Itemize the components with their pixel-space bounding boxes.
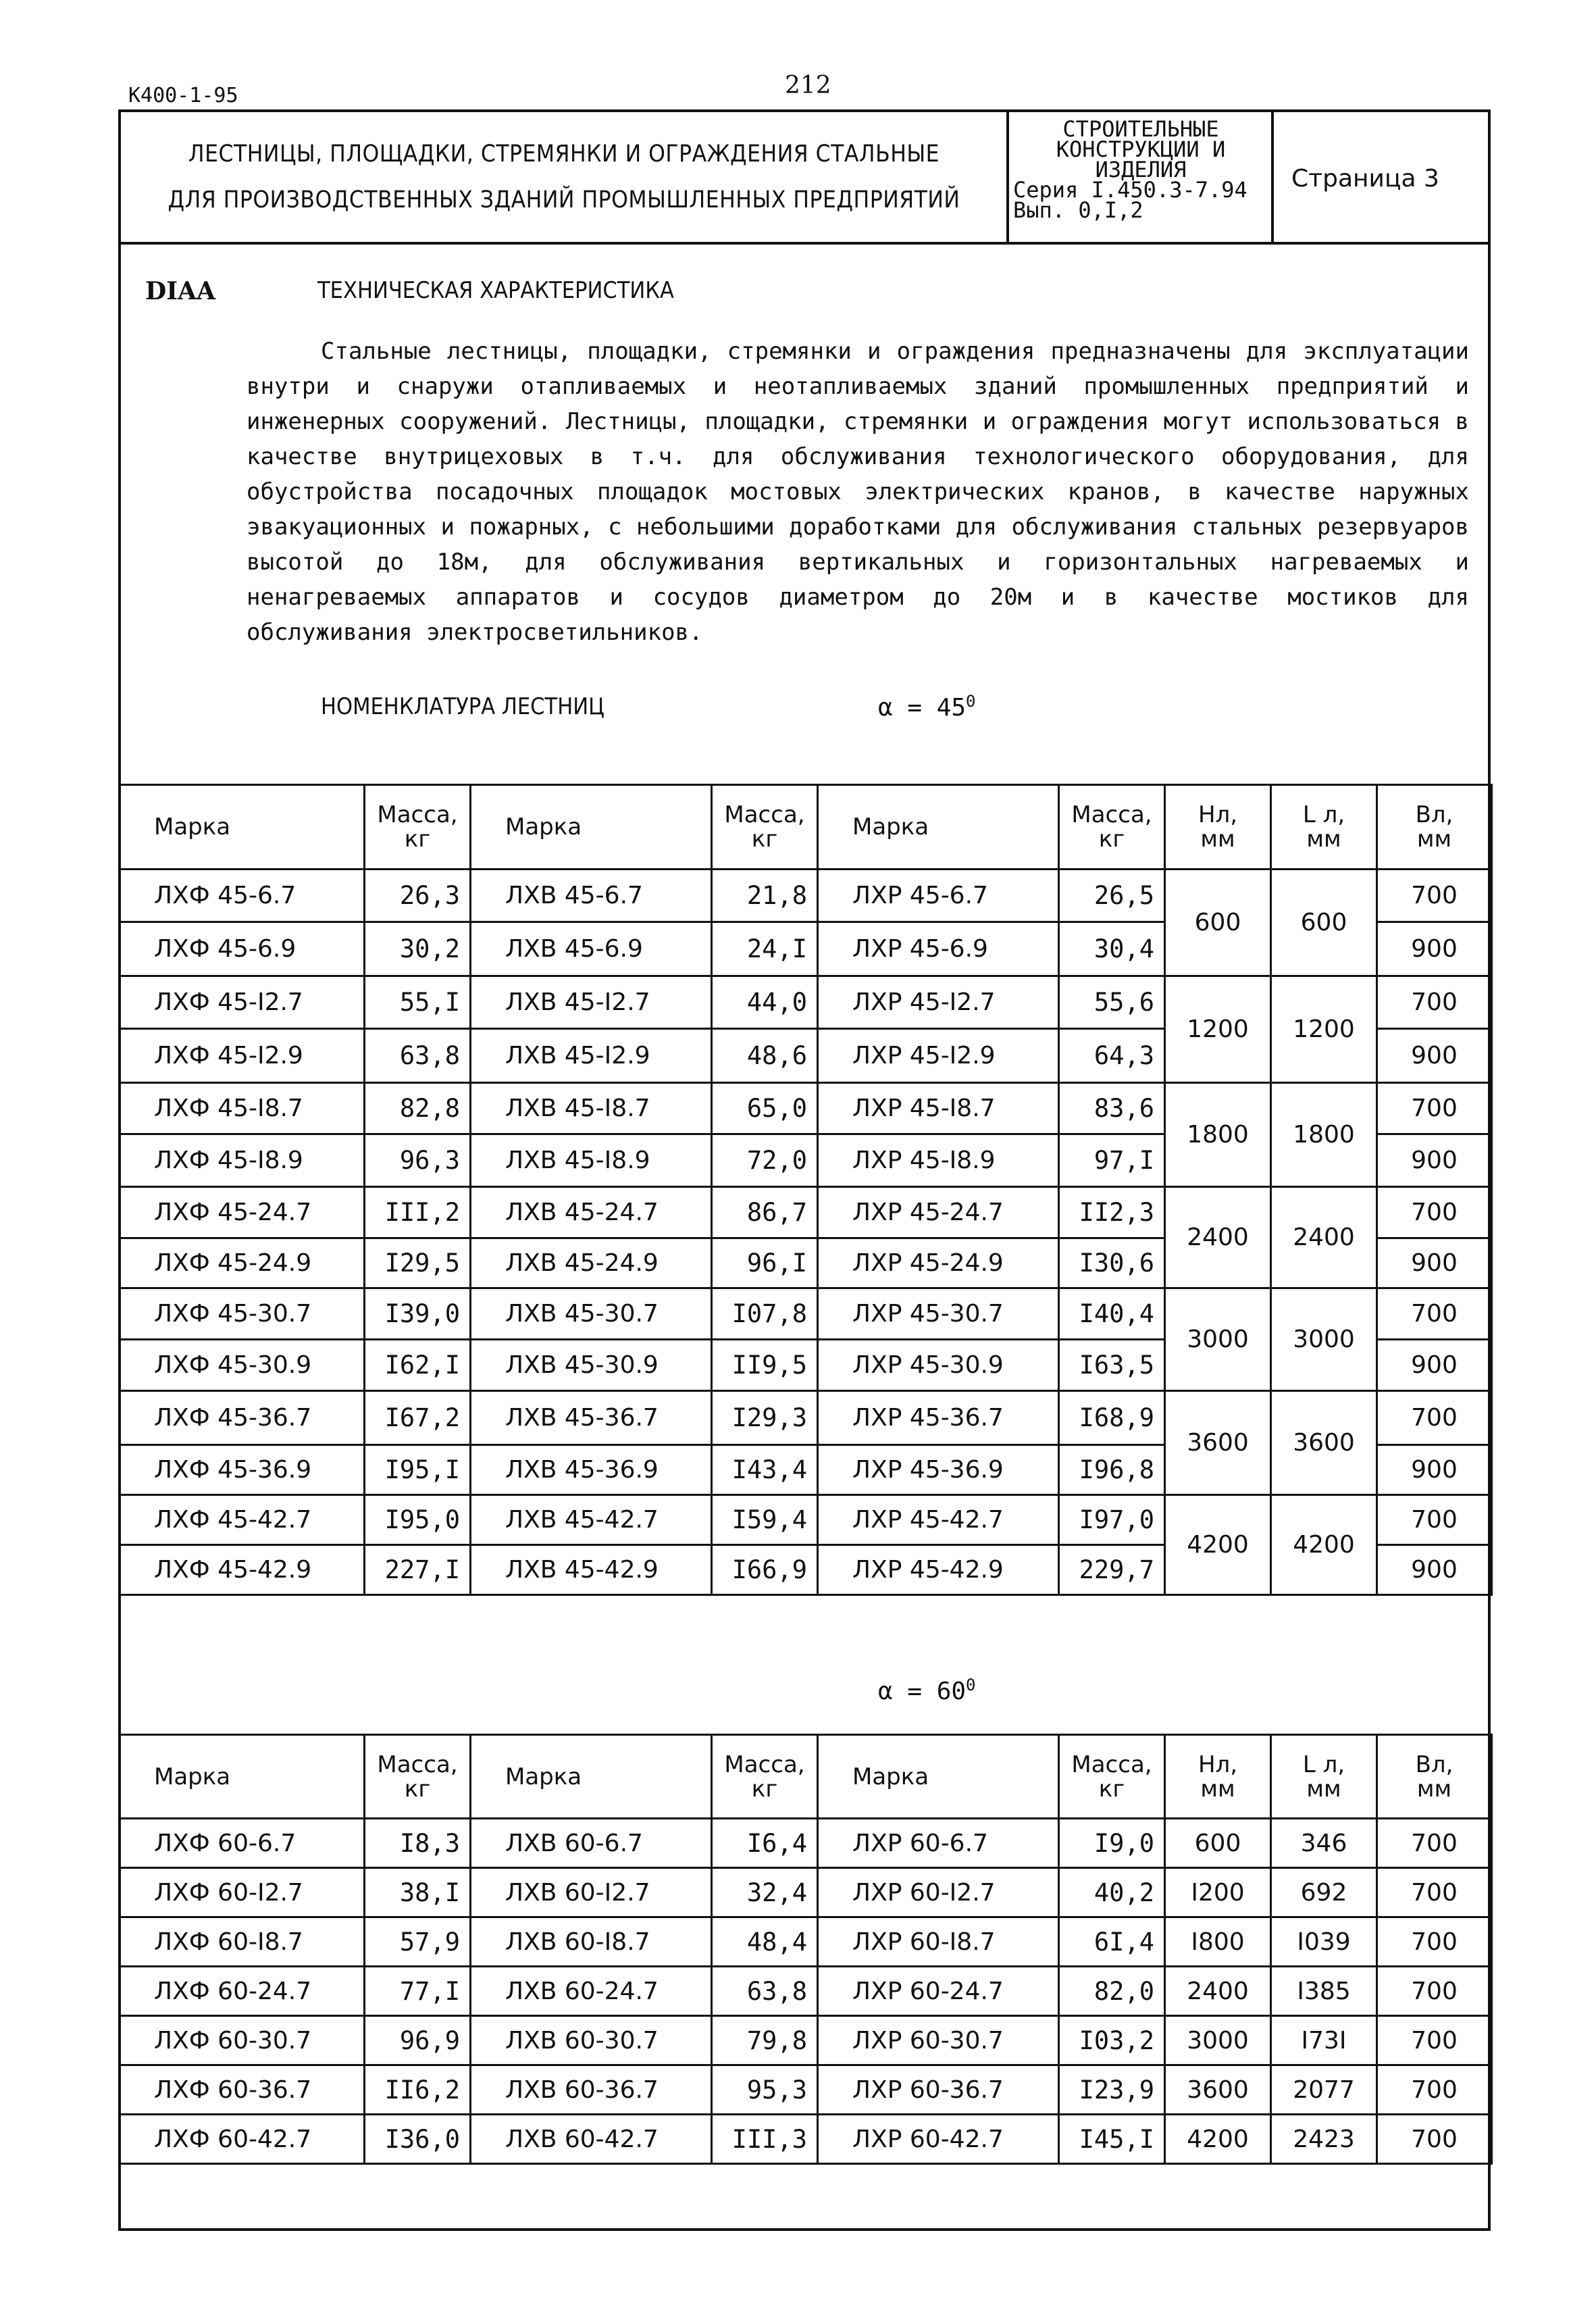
stamp-line-1: СТРОИТЕЛЬНЫЕ [1062, 116, 1219, 142]
marka-lhf: ЛХФ 45-30.9 [120, 1340, 365, 1391]
marka-lhf: ЛХФ 45-42.9 [120, 1545, 365, 1595]
length-ll: I039 [1271, 1917, 1377, 1967]
marka-lhr: ЛХР 60-30.7 [818, 2016, 1059, 2065]
width-bl: 700 [1377, 1391, 1492, 1445]
width-bl: 900 [1377, 922, 1492, 976]
table-row [120, 2016, 1492, 2065]
length-ll: 3000 [1271, 1288, 1377, 1391]
massa-lhr: I23,9 [1059, 2065, 1165, 2115]
col-marka-1: Марка [120, 785, 365, 870]
massa-lhv: I29,3 [712, 1391, 818, 1445]
height-hl: 4200 [1165, 2115, 1271, 2164]
massa-lhf: I67,2 [365, 1391, 471, 1445]
stamp-issue: Вып. 0,I,2 [1013, 197, 1143, 223]
height-hl: 600 [1165, 870, 1271, 976]
massa-lhv: 63,8 [712, 1967, 818, 2016]
marka-lhr: ЛХР 60-24.7 [818, 1967, 1059, 2016]
massa-lhf: I95,0 [365, 1495, 471, 1545]
col-bl: Вл, мм [1377, 1735, 1492, 1819]
marka-lhv: ЛХВ 45-I8.7 [471, 1083, 712, 1134]
massa-lhf: III,2 [365, 1187, 471, 1238]
marka-lhf: ЛХФ 45-I2.7 [120, 976, 365, 1029]
length-ll: 1200 [1271, 976, 1377, 1083]
table-alpha-45 [118, 784, 1493, 1596]
document-code: К400-1-95 [128, 84, 238, 107]
marka-lhv: ЛХВ 45-I8.9 [471, 1134, 712, 1187]
width-bl: 700 [1377, 1868, 1492, 1917]
stamp-line-3: ИЗДЕЛИЯ [1095, 157, 1187, 182]
width-bl: 900 [1377, 1545, 1492, 1595]
width-bl: 700 [1377, 976, 1492, 1029]
marka-lhf: ЛХФ 45-I2.9 [120, 1029, 365, 1083]
col-marka-2: Марка [471, 785, 712, 870]
marka-lhr: ЛХР 45-24.9 [818, 1238, 1059, 1288]
table-row [120, 2115, 1492, 2164]
massa-lhv: 79,8 [712, 2016, 818, 2065]
marka-lhv: ЛХВ 45-30.9 [471, 1340, 712, 1391]
series-stamp [1013, 116, 1268, 223]
table-row [120, 1967, 1492, 2016]
marka-lhv: ЛХВ 60-24.7 [471, 1967, 712, 2016]
length-ll: 692 [1271, 1868, 1377, 1917]
massa-lhr: I63,5 [1059, 1340, 1165, 1391]
massa-lhr: 83,6 [1059, 1083, 1165, 1134]
massa-lhv: 44,0 [712, 976, 818, 1029]
massa-lhv: I59,4 [712, 1495, 818, 1545]
marka-lhf: ЛХФ 60-36.7 [120, 2065, 365, 2115]
alpha-45-label [878, 692, 976, 722]
width-bl: 700 [1377, 2115, 1492, 2164]
massa-lhv: 32,4 [712, 1868, 818, 1917]
header-vline-2 [1271, 109, 1274, 243]
col-massa-3: Масса, кг [1059, 785, 1165, 870]
marka-lhv: ЛХВ 60-I8.7 [471, 1917, 712, 1967]
marka-lhv: ЛХВ 45-24.7 [471, 1187, 712, 1238]
massa-lhv: 48,6 [712, 1029, 818, 1083]
massa-lhv: I66,9 [712, 1545, 818, 1595]
massa-lhv: 86,7 [712, 1187, 818, 1238]
height-hl: I800 [1165, 1917, 1271, 1967]
height-hl: 1200 [1165, 976, 1271, 1083]
width-bl: 700 [1377, 1917, 1492, 1967]
width-bl: 900 [1377, 1340, 1492, 1391]
marka-lhr: ЛХР 60-I8.7 [818, 1917, 1059, 1967]
title-line-1: ЛЕСТНИЦЫ, ПЛОЩАДКИ, СТРЕМЯНКИ И ОГРАЖДЕНИЯ СТАЛЬНЫЕ [188, 141, 940, 168]
marka-lhr: ЛХР 45-I8.9 [818, 1134, 1059, 1187]
height-hl: 3600 [1165, 1391, 1271, 1495]
marka-lhf: ЛХФ 60-42.7 [120, 2115, 365, 2164]
massa-lhf: I95,I [365, 1445, 471, 1495]
height-hl: 3000 [1165, 1288, 1271, 1391]
massa-lhv: 21,8 [712, 870, 818, 922]
massa-lhv: 96,I [712, 1238, 818, 1288]
massa-lhr: I03,2 [1059, 2016, 1165, 2065]
table-45-header-row [120, 785, 1492, 870]
table-row [120, 1819, 1492, 1868]
marka-lhr: ЛХР 45-24.7 [818, 1187, 1059, 1238]
section-code: DIAA [145, 277, 215, 305]
marka-lhv: ЛХВ 45-42.7 [471, 1495, 712, 1545]
massa-lhv: I43,4 [712, 1445, 818, 1495]
massa-lhf: 38,I [365, 1868, 471, 1917]
title-line-2: ДЛЯ ПРОИЗВОДСТВЕННЫХ ЗДАНИЙ ПРОМЫШЛЕННЫХ ПРЕДПРИЯТИЙ [168, 186, 960, 213]
massa-lhf: 227,I [365, 1545, 471, 1595]
marka-lhf: ЛХФ 60-24.7 [120, 1967, 365, 2016]
col-massa-2: Масса, кг [712, 785, 818, 870]
marka-lhf: ЛХФ 45-6.7 [120, 870, 365, 922]
massa-lhr: I96,8 [1059, 1445, 1165, 1495]
massa-lhv: 48,4 [712, 1917, 818, 1967]
sheet-page-label: Страница 3 [1291, 165, 1439, 193]
table-row [120, 1288, 1492, 1340]
alpha-45-degree: 0 [966, 692, 976, 711]
marka-lhr: ЛХР 45-I8.7 [818, 1083, 1059, 1134]
header-divider [118, 242, 1491, 245]
massa-lhr: I40,4 [1059, 1288, 1165, 1340]
massa-lhr: II2,3 [1059, 1187, 1165, 1238]
height-hl: 3000 [1165, 2016, 1271, 2065]
massa-lhr: 6I,4 [1059, 1917, 1165, 1967]
alpha-45-text: α = 45 [878, 694, 967, 722]
marka-lhf: ЛХФ 45-I8.7 [120, 1083, 365, 1134]
massa-lhr: 64,3 [1059, 1029, 1165, 1083]
massa-lhr: I45,I [1059, 2115, 1165, 2164]
marka-lhr: ЛХР 45-I2.9 [818, 1029, 1059, 1083]
stamp-line-2: КОНСТРУКЦИИ И [1056, 136, 1226, 162]
description-text: Стальные лестницы, площадки, стремянки и ограждения предназначены для эксплуатации внутри и снаружи отапливаемых и неотапливаемых зданий промышленных предприятий и инженерных сооружений. Лестницы, площадки, стремянки и ограждения могут использоваться в качестве внутрицеховых в т.ч. для обслуживания технологического оборудования, для обустройства посадочных площадок мостовых электрических кранов, в качестве наружных эвакуационных и пожарных, с небольшими доработками для обслуживания стальных резервуаров высотой до 18м, для обслуживания вертикальных и горизонтальных нагреваемых и ненагреваемых аппаратов и сосудов диаметром до 20м и в качестве мостиков для обслуживания электросветильников. [247, 338, 1469, 646]
length-ll: 600 [1271, 870, 1377, 976]
col-bl: Вл, мм [1377, 785, 1492, 870]
stamp-series: Серия I.450.3-7.94 [1013, 177, 1247, 203]
marka-lhv: ЛХВ 45-42.9 [471, 1545, 712, 1595]
table-row [120, 1083, 1492, 1134]
marka-lhv: ЛХВ 45-36.9 [471, 1445, 712, 1495]
width-bl: 700 [1377, 1187, 1492, 1238]
marka-lhf: ЛХФ 45-24.7 [120, 1187, 365, 1238]
massa-lhf: 30,2 [365, 922, 471, 976]
marka-lhv: ЛХВ 60-30.7 [471, 2016, 712, 2065]
col-marka-2: Марка [471, 1735, 712, 1819]
massa-lhv: II9,5 [712, 1340, 818, 1391]
width-bl: 900 [1377, 1445, 1492, 1495]
massa-lhv: I6,4 [712, 1819, 818, 1868]
width-bl: 700 [1377, 1288, 1492, 1340]
massa-lhf: 55,I [365, 976, 471, 1029]
marka-lhf: ЛХФ 60-30.7 [120, 2016, 365, 2065]
table-row [120, 1391, 1492, 1445]
massa-lhf: 26,3 [365, 870, 471, 922]
length-ll: 3600 [1271, 1391, 1377, 1495]
width-bl: 700 [1377, 1819, 1492, 1868]
col-marka-1: Марка [120, 1735, 365, 1819]
massa-lhr: 55,6 [1059, 976, 1165, 1029]
massa-lhf: I62,I [365, 1340, 471, 1391]
massa-lhv: 65,0 [712, 1083, 818, 1134]
width-bl: 700 [1377, 1083, 1492, 1134]
table-row [120, 2065, 1492, 2115]
marka-lhv: ЛХВ 60-36.7 [471, 2065, 712, 2115]
massa-lhf: II6,2 [365, 2065, 471, 2115]
height-hl: 2400 [1165, 1187, 1271, 1288]
width-bl: 700 [1377, 1967, 1492, 2016]
marka-lhr: ЛХР 60-6.7 [818, 1819, 1059, 1868]
marka-lhr: ЛХР 45-42.9 [818, 1545, 1059, 1595]
marka-lhv: ЛХВ 60-42.7 [471, 2115, 712, 2164]
col-massa-1: Масса, кг [365, 1735, 471, 1819]
col-massa-2: Масса, кг [712, 1735, 818, 1819]
marka-lhv: ЛХВ 45-I2.7 [471, 976, 712, 1029]
width-bl: 700 [1377, 2016, 1492, 2065]
massa-lhv: 24,I [712, 922, 818, 976]
marka-lhr: ЛХР 45-36.7 [818, 1391, 1059, 1445]
massa-lhv: III,3 [712, 2115, 818, 2164]
massa-lhr: I97,0 [1059, 1495, 1165, 1545]
marka-lhf: ЛХФ 45-I8.9 [120, 1134, 365, 1187]
length-ll: 2423 [1271, 2115, 1377, 2164]
width-bl: 900 [1377, 1238, 1492, 1288]
width-bl: 700 [1377, 2065, 1492, 2115]
page-number: 212 [785, 72, 831, 99]
massa-lhf: I8,3 [365, 1819, 471, 1868]
marka-lhr: ЛХР 45-6.7 [818, 870, 1059, 922]
massa-lhf: 77,I [365, 1967, 471, 2016]
length-ll: 4200 [1271, 1495, 1377, 1595]
col-hl: Нл, мм [1165, 785, 1271, 870]
height-hl: 4200 [1165, 1495, 1271, 1595]
massa-lhv: 72,0 [712, 1134, 818, 1187]
table-row [120, 1187, 1492, 1238]
massa-lhr: I30,6 [1059, 1238, 1165, 1288]
marka-lhf: ЛХФ 45-36.7 [120, 1391, 365, 1445]
marka-lhv: ЛХВ 45-30.7 [471, 1288, 712, 1340]
massa-lhr: 30,4 [1059, 922, 1165, 976]
table-row [120, 976, 1492, 1029]
height-hl: 1800 [1165, 1083, 1271, 1187]
height-hl: 600 [1165, 1819, 1271, 1868]
marka-lhf: ЛХФ 45-42.7 [120, 1495, 365, 1545]
table-row [120, 1917, 1492, 1967]
massa-lhf: I36,0 [365, 2115, 471, 2164]
marka-lhr: ЛХР 45-I2.7 [818, 976, 1059, 1029]
col-hl: Нл, мм [1165, 1735, 1271, 1819]
marka-lhf: ЛХФ 60-6.7 [120, 1819, 365, 1868]
width-bl: 900 [1377, 1134, 1492, 1187]
col-marka-3: Марка [818, 1735, 1059, 1819]
marka-lhv: ЛХВ 45-24.9 [471, 1238, 712, 1288]
length-ll: I385 [1271, 1967, 1377, 2016]
massa-lhf: I39,0 [365, 1288, 471, 1340]
massa-lhr: I9,0 [1059, 1819, 1165, 1868]
massa-lhr: 97,I [1059, 1134, 1165, 1187]
section-title: ТЕХНИЧЕСКАЯ ХАРАКТЕРИСТИКА [317, 277, 674, 304]
marka-lhf: ЛХФ 45-6.9 [120, 922, 365, 976]
nomenclature-title: НОМЕНКЛАТУРА ЛЕСТНИЦ [321, 693, 604, 720]
marka-lhr: ЛХР 60-42.7 [818, 2115, 1059, 2164]
header-vline-1 [1006, 109, 1009, 243]
massa-lhf: 96,9 [365, 2016, 471, 2065]
height-hl: 2400 [1165, 1967, 1271, 2016]
table-60-header-row [120, 1735, 1492, 1819]
col-massa-3: Масса, кг [1059, 1735, 1165, 1819]
marka-lhr: ЛХР 60-I2.7 [818, 1868, 1059, 1917]
table-row [120, 1495, 1492, 1545]
length-ll: I73I [1271, 2016, 1377, 2065]
massa-lhf: 57,9 [365, 1917, 471, 1967]
marka-lhv: ЛХВ 45-6.7 [471, 870, 712, 922]
marka-lhr: ЛХР 45-36.9 [818, 1445, 1059, 1495]
col-massa-1: Масса, кг [365, 785, 471, 870]
massa-lhv: I07,8 [712, 1288, 818, 1340]
length-ll: 2077 [1271, 2065, 1377, 2115]
alpha-60-degree: 0 [966, 1676, 976, 1694]
length-ll: 2400 [1271, 1187, 1377, 1288]
massa-lhr: 82,0 [1059, 1967, 1165, 2016]
height-hl: 3600 [1165, 2065, 1271, 2115]
marka-lhf: ЛХФ 45-24.9 [120, 1238, 365, 1288]
massa-lhf: 96,3 [365, 1134, 471, 1187]
alpha-60-text: α = 60 [878, 1678, 967, 1705]
marka-lhr: ЛХР 45-42.7 [818, 1495, 1059, 1545]
table-alpha-60 [118, 1734, 1493, 2165]
massa-lhr: 40,2 [1059, 1868, 1165, 1917]
col-marka-3: Марка [818, 785, 1059, 870]
height-hl: I200 [1165, 1868, 1271, 1917]
marka-lhf: ЛХФ 60-I8.7 [120, 1917, 365, 1967]
length-ll: 346 [1271, 1819, 1377, 1868]
massa-lhf: I29,5 [365, 1238, 471, 1288]
massa-lhr: I68,9 [1059, 1391, 1165, 1445]
marka-lhf: ЛХФ 45-36.9 [120, 1445, 365, 1495]
width-bl: 700 [1377, 870, 1492, 922]
marka-lhr: ЛХР 45-30.9 [818, 1340, 1059, 1391]
width-bl: 700 [1377, 1495, 1492, 1545]
col-ll: L л, мм [1271, 1735, 1377, 1819]
alpha-60-label [878, 1676, 976, 1705]
table-row [120, 870, 1492, 922]
marka-lhf: ЛХФ 60-I2.7 [120, 1868, 365, 1917]
massa-lhr: 229,7 [1059, 1545, 1165, 1595]
table-row [120, 1868, 1492, 1917]
width-bl: 900 [1377, 1029, 1492, 1083]
massa-lhf: 82,8 [365, 1083, 471, 1134]
massa-lhv: 95,3 [712, 2065, 818, 2115]
col-ll: L л, мм [1271, 785, 1377, 870]
marka-lhr: ЛХР 45-30.7 [818, 1288, 1059, 1340]
marka-lhr: ЛХР 45-6.9 [818, 922, 1059, 976]
marka-lhv: ЛХВ 60-6.7 [471, 1819, 712, 1868]
marka-lhv: ЛХВ 45-6.9 [471, 922, 712, 976]
description-paragraph [247, 334, 1469, 650]
massa-lhf: 63,8 [365, 1029, 471, 1083]
marka-lhv: ЛХВ 45-I2.9 [471, 1029, 712, 1083]
length-ll: 1800 [1271, 1083, 1377, 1187]
marka-lhr: ЛХР 60-36.7 [818, 2065, 1059, 2115]
marka-lhv: ЛХВ 45-36.7 [471, 1391, 712, 1445]
massa-lhr: 26,5 [1059, 870, 1165, 922]
marka-lhv: ЛХВ 60-I2.7 [471, 1868, 712, 1917]
marka-lhf: ЛХФ 45-30.7 [120, 1288, 365, 1340]
